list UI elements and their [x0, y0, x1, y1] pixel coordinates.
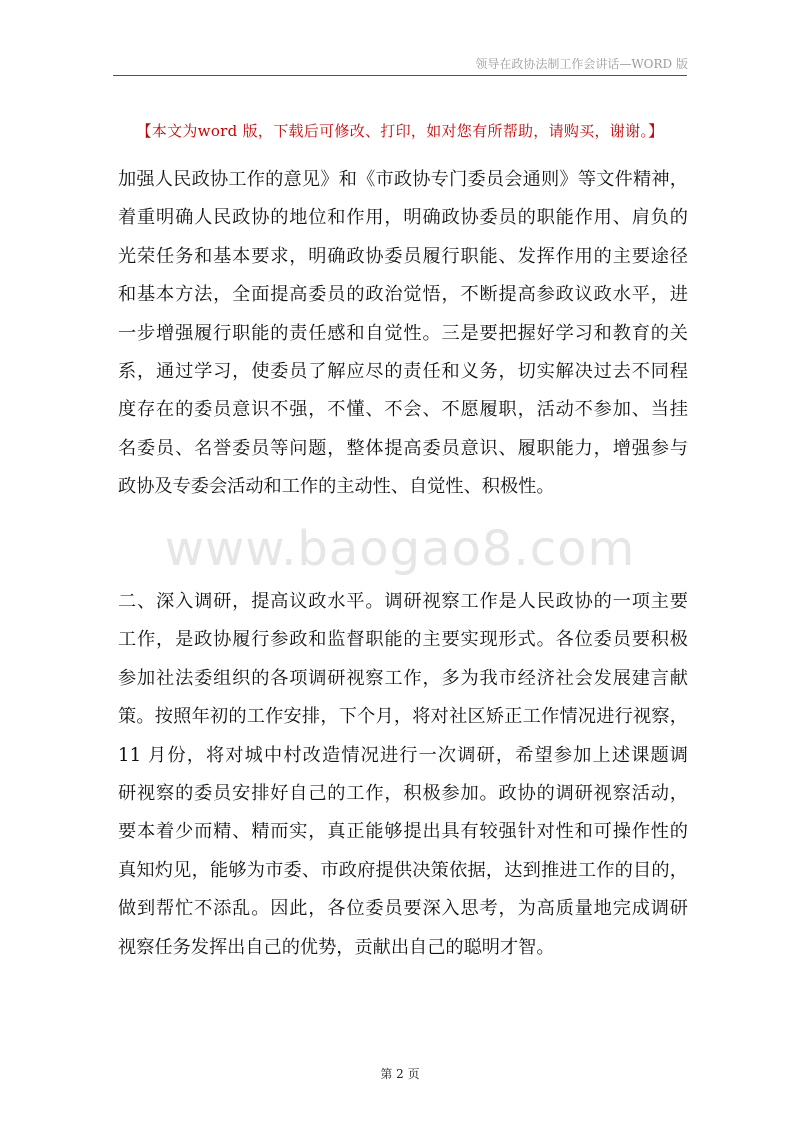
paragraph-line: 工作，是政协履行参政和监督职能的主要实现形式。各位委员要积极: [118, 629, 688, 651]
paragraph-line: 加强人民政协工作的意见》和《市政协专门委员会通则》等文件精神，: [118, 169, 688, 190]
document-header-title: 领导在政协法制工作会讲话—WORD 版: [475, 57, 688, 71]
watermark: www.baogao8.com: [164, 521, 636, 577]
paragraph-line: 真知灼见，能够为市委、市政府提供决策依据，达到推进工作的目的，: [118, 859, 688, 881]
paragraph-line: 做到帮忙不添乱。因此，各位委员要深入思考，为高质量地完成调研: [118, 898, 688, 920]
paragraph-line: 系，通过学习，使委员了解应尽的责任和义务，切实解决过去不同程: [118, 360, 688, 382]
paragraph-line: 名委员、名誉委员等问题，整体提高委员意识、履职能力，增强参与: [118, 437, 688, 459]
paragraph-line: 策。按照年初的工作安排，下个月，将对社区矫正工作情况进行视察，: [118, 706, 688, 728]
paragraph-line: 和基本方法，全面提高委员的政治觉悟，不断提高参政议政水平，进: [118, 284, 688, 306]
paragraph-line: 研视察的委员安排好自己的工作，积极参加。政协的调研视察活动，: [118, 782, 688, 804]
body-paragraph-2: [118, 583, 688, 967]
paragraph-line: 一步增强履行职能的责任感和自觉性。三是要把握好学习和教育的关: [118, 322, 688, 344]
paragraph-line: 11 月份，将对城中村改造情况进行一次调研，希望参加上述课题调: [118, 744, 688, 766]
paragraph-line: 政协及专委会活动和工作的主动性、自觉性、积极性。: [118, 476, 555, 498]
page-number: 第 2 页: [380, 1067, 420, 1081]
header-divider: [113, 75, 687, 76]
body-paragraph-1: [118, 161, 688, 507]
paragraph-line: 度存在的委员意识不强，不懂、不会、不愿履职，活动不参加、当挂: [118, 399, 688, 421]
paragraph-line: 光荣任务和基本要求，明确政协委员履行职能、发挥作用的主要途径: [118, 245, 688, 267]
paragraph-line: 视察任务发挥出自己的优势，贡献出自己的聪明才智。: [118, 936, 555, 958]
paragraph-line: 要本着少而精、精而实，真正能够提出具有较强针对性和可操作性的: [118, 821, 688, 843]
purchase-notice: 【本文为word 版，下载后可修改、打印，如对您有所帮助，请购买，谢谢。】: [136, 122, 664, 140]
paragraph-line: 二、深入调研，提高议政水平。调研视察工作是人民政协的一项主要: [118, 591, 688, 612]
paragraph-line: 参加社法委组织的各项调研视察工作，多为我市经济社会发展建言献: [118, 667, 688, 689]
paragraph-line: 着重明确人民政协的地位和作用，明确政协委员的职能作用、肩负的: [118, 207, 688, 229]
